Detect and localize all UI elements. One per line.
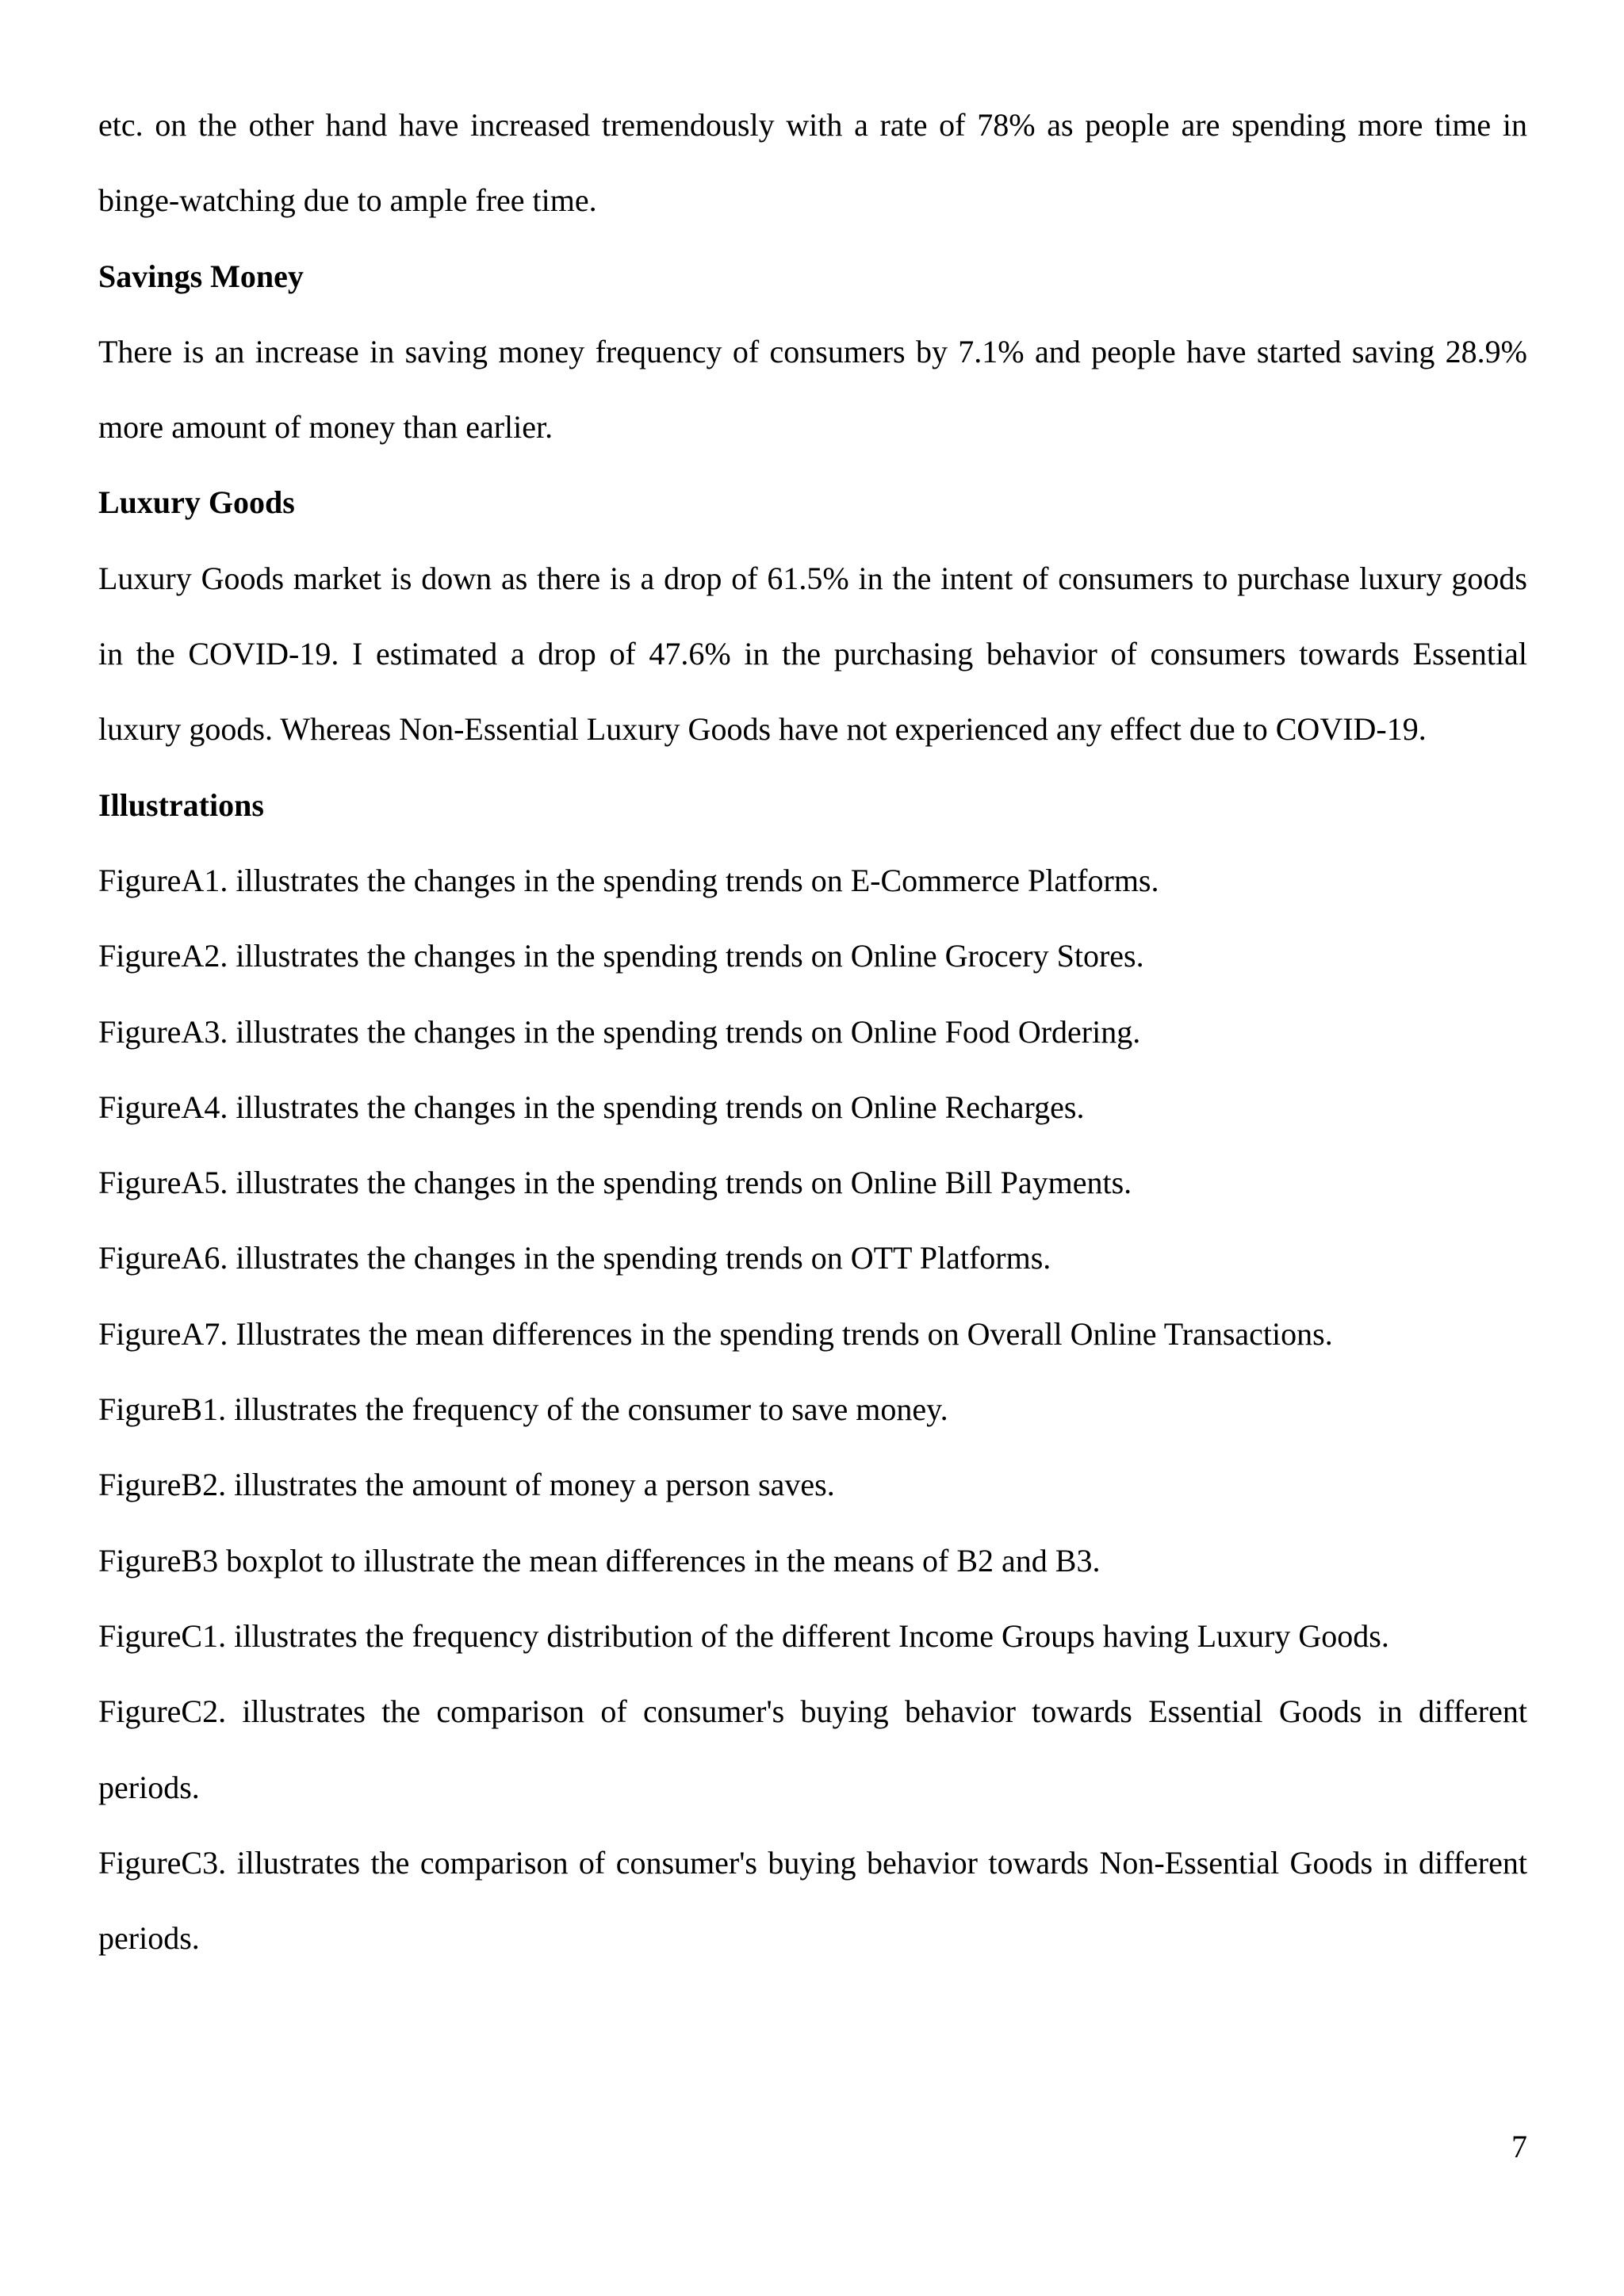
section-heading: Savings Money [98, 258, 304, 294]
body-text-line: binge-watching due to ample free time. [98, 182, 597, 219]
figure-description: FigureB2. illustrates the amount of money a person saves. [98, 1467, 835, 1503]
body-text-line: in the COVID-19. I estimated a drop of 47.6% in the purchasing behavior of consumers towards Essential [98, 636, 1527, 672]
body-text-line: Luxury Goods market is down as there is a drop of 61.5% in the intent of consumers to purchase luxury goods [98, 560, 1527, 596]
body-text-line: etc. on the other hand have increased tremendously with a rate of 78% as people are spending more time in [98, 107, 1527, 143]
body-text-line: There is an increase in saving money frequency of consumers by 7.1% and people have started saving 28.9% [98, 333, 1527, 369]
figure-description: FigureA2. illustrates the changes in the spending trends on Online Grocery Stores. [98, 938, 1144, 974]
section-heading: Luxury Goods [98, 484, 295, 521]
figure-description: FigureB3 boxplot to illustrate the mean differences in the means of B2 and B3. [98, 1542, 1101, 1578]
figure-description: periods. [98, 1920, 200, 1957]
page-number: 7 [1511, 2129, 1527, 2164]
figure-description: FigureB1. illustrates the frequency of the consumer to save money. [98, 1391, 948, 1428]
figure-description: FigureA7. Illustrates the mean differences in the spending trends on Overall Online Transactions. [98, 1315, 1333, 1352]
section-heading: Illustrations [98, 786, 264, 823]
figure-description: periods. [98, 1769, 200, 1805]
body-text-line: more amount of money than earlier. [98, 409, 553, 446]
figure-description: FigureC1. illustrates the frequency distribution of the different Income Groups having Luxury Goods. [98, 1617, 1389, 1654]
figure-description: FigureA4. illustrates the changes in the spending trends on Online Recharges. [98, 1089, 1085, 1125]
figure-description: FigureA1. illustrates the changes in the spending trends on E-Commerce Platforms. [98, 862, 1159, 898]
figure-description: FigureA6. illustrates the changes in the spending trends on OTT Platforms. [98, 1240, 1051, 1276]
figure-description: FigureA3. illustrates the changes in the spending trends on Online Food Ordering. [98, 1013, 1141, 1050]
figure-description: FigureC2. illustrates the comparison of consumer's buying behavior towards Essential Goods in different [98, 1693, 1527, 1730]
body-text-line: luxury goods. Whereas Non-Essential Luxury Goods have not experienced any effect due to COVID-19. [98, 711, 1427, 748]
figure-description: FigureA5. illustrates the changes in the spending trends on Online Bill Payments. [98, 1165, 1132, 1201]
figure-description: FigureC3. illustrates the comparison of consumer's buying behavior towards Non-Essential Goods in different [98, 1844, 1527, 1881]
document-page [98, 87, 1527, 1976]
